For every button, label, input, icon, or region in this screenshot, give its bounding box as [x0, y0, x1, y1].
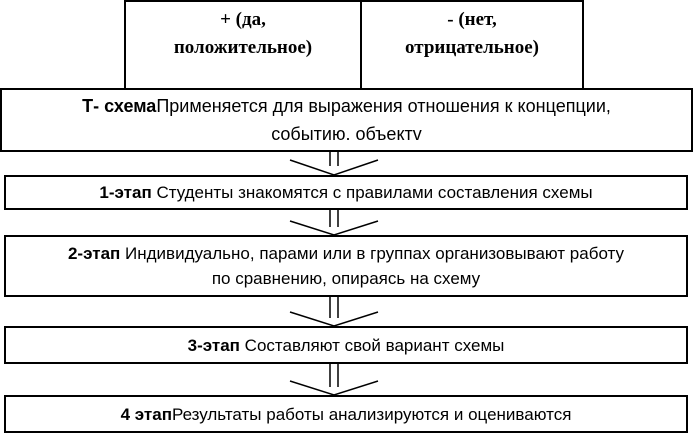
step-3-box [4, 326, 688, 364]
t-scheme-line1 [2, 92, 691, 120]
plus-header-line2: положительное) [173, 37, 313, 58]
step-4-text: Результаты работы анализируются и оцениваются [171, 404, 572, 424]
step-2-line1 [6, 241, 686, 266]
step-4-line [6, 402, 686, 427]
arrow-step2-to-step3 [290, 297, 378, 326]
plus-header-line1: + (да, [220, 9, 266, 30]
plus-column-header [124, 0, 362, 90]
step-3-label: 3-этап [187, 335, 240, 355]
arrow-step1-to-step2 [290, 210, 378, 235]
step-4-label: 4 этап [120, 404, 172, 424]
step-1-label: 1-этап [99, 183, 152, 202]
t-scheme-line2: событию. объектv [271, 124, 422, 144]
t-scheme-label: Т- схема [82, 96, 157, 116]
arrow-step3-to-step4 [290, 364, 378, 395]
step-2-text: Индивидуально, парами или в группах организовывают работу [120, 244, 625, 263]
step-4-box [4, 395, 688, 433]
step-2-box [4, 235, 688, 297]
minus-header-line1: - (нет, [447, 9, 497, 30]
minus-column-header [360, 0, 584, 90]
step-1-line [6, 180, 686, 205]
t-scheme-text: Применяется для выражения отношения к концепции, [156, 96, 611, 116]
minus-header-line2: отрицательное) [405, 37, 539, 58]
step-3-line [6, 333, 686, 358]
arrow-tscheme-to-step1 [290, 152, 378, 175]
step-1-text: Студенты знакомятся с правилами составления схемы [151, 183, 593, 202]
step-2-label: 2-этап [67, 244, 121, 263]
step-2-line2: по сравнению, опираясь на схему [211, 269, 481, 288]
t-scheme-box [0, 88, 693, 152]
step-1-box [4, 175, 688, 210]
step-3-text: Составляют свой вариант схемы [239, 335, 505, 355]
